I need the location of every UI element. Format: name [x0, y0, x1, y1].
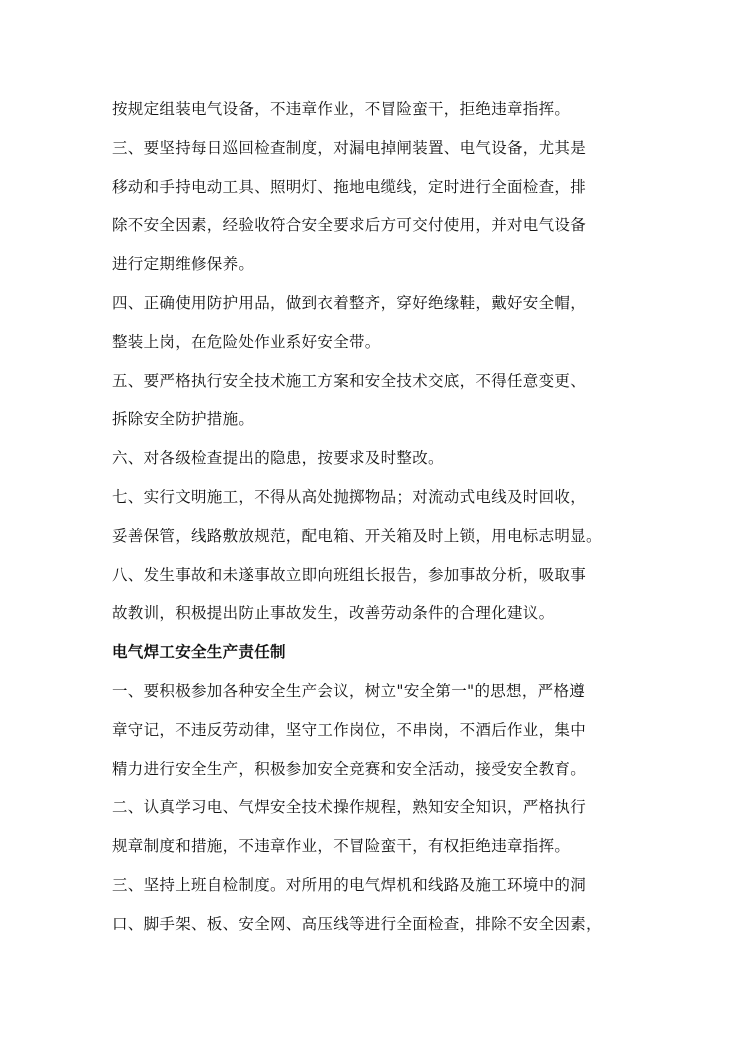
text-line: 三、要坚持每日巡回检查制度，对漏电掉闸装置、电气设备，尤其是	[112, 138, 587, 157]
text-line: 整装上岗，在危险处作业系好安全带。	[112, 332, 381, 351]
section-heading: 电气焊工安全生产责任制	[112, 643, 286, 662]
text-line: 七、实行文明施工，不得从高处抛掷物品；对流动式电线及时回收，	[112, 487, 587, 506]
text-line: 进行定期维修保养。	[112, 255, 255, 274]
text-line: 妥善保管，线路敷放规范，配电箱、开关箱及时上锁，用电标志明显。	[112, 526, 602, 545]
document-body	[112, 90, 637, 944]
text-line: 按规定组装电气设备，不违章作业，不冒险蛮干，拒绝违章指挥。	[112, 100, 571, 118]
text-line: 二、认真学习电、气焊安全技术操作规程，熟知安全知识，严格执行	[112, 798, 587, 817]
text-line: 三、坚持上班自检制度。对所用的电气焊机和线路及施工环境中的洞	[112, 875, 587, 894]
text-line: 八、发生事故和未遂事故立即向班组长报告，参加事故分析，吸取事	[112, 565, 587, 584]
text-line: 章守记，不违反劳动律，坚守工作岗位，不串岗，不酒后作业，集中	[112, 720, 587, 739]
text-line: 移动和手持电动工具、照明灯、拖地电缆线，定时进行全面检查，排	[112, 177, 587, 196]
text-line: 精力进行安全生产，积极参加安全竞赛和安全活动，接受安全教育。	[112, 759, 587, 778]
text-line: 故教训，积极提出防止事故发生，改善劳动条件的合理化建议。	[112, 604, 555, 623]
text-line: 六、对各级检查提出的隐患，按要求及时整改。	[112, 449, 444, 468]
text-line: 一、要积极参加各种安全生产会议，树立"安全第一"的思想，严格遵	[112, 681, 586, 700]
text-line: 拆除安全防护措施。	[112, 410, 255, 429]
text-line: 四、正确使用防护用品，做到衣着整齐，穿好绝缘鞋，戴好安全帽，	[112, 293, 587, 312]
text-line: 五、要严格执行安全技术施工方案和安全技术交底，不得任意变更、	[112, 371, 587, 390]
text-line: 口、脚手架、板、安全网、高压线等进行全面检查，排除不安全因素，	[112, 914, 602, 933]
text-line: 除不安全因素，经验收符合安全要求后方可交付使用，并对电气设备	[112, 216, 587, 235]
text-line: 规章制度和措施，不违章作业，不冒险蛮干，有权拒绝违章指挥。	[112, 837, 571, 856]
